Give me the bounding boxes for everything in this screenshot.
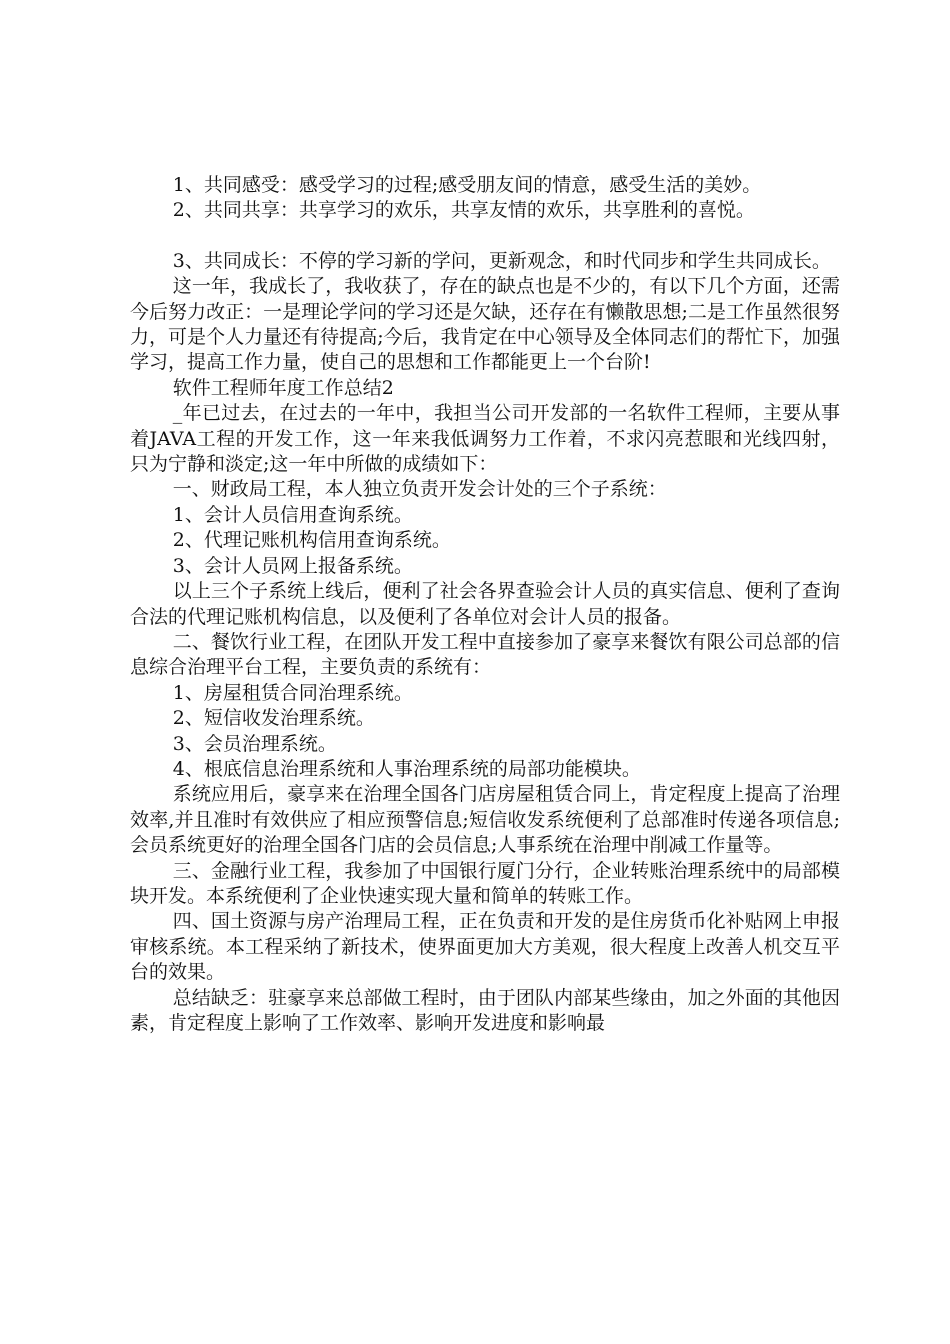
paragraph-finance-result: 以上三个子系统上线后，便利了社会各界查验会计人员的真实信息、便利了查询合法的代理记账机构信息，以及便利了各单位对会计人员的报备。 [130,580,840,628]
list-item: 3、会员治理系统。 [172,732,337,755]
paragraph-year-reflection: 这一年，我成长了，我收获了，存在的缺点也是不少的，有以下几个方面，还需今后努力改正：一是理论学问的学习还是欠缺，还存在有懒散思想;二是工作虽然很努力，可是个人力量还有待提高;今后，我肯定在中心领导及全体同志们的帮忙下，加强学习，提高工作力量，使自己的思想和工作都能更上一个台阶! [130,275,840,374]
paragraph-shared-joy: 2、共同共享：共享学习的欢乐，共享友情的欢乐，共享胜利的喜悦。 [172,199,755,222]
section-heading: 软件工程师年度工作总结2 [172,376,394,399]
paragraph-shortcomings: 总结缺乏：驻豪享来总部做工程时，由于团队内部某些缘由，加之外面的其他因素，肯定程度上影响了工作效率、影响开发进度和影响最 [130,986,840,1034]
list-heading-catering: 二、餐饮行业工程，在团队开发工程中直接参加了豪享来餐饮有限公司总部的信息综合治理平台工程，主要负责的系统有： [130,630,840,679]
list-item: 1、房屋租赁合同治理系统。 [172,681,413,704]
list-item: 2、短信收发治理系统。 [172,707,375,730]
list-item: 2、代理记账机构信用查询系统。 [172,529,451,552]
paragraph-shared-growth: 3、共同成长：不停的学习新的学问，更新观念，和时代同步和学生共同成长。 [172,249,831,272]
list-item: 4、根底信息治理系统和人事治理系统的局部功能模块。 [172,757,641,780]
paragraph-intro: _年已过去，在过去的一年中，我担当公司开发部的一名软件工程师，主要从事着JAVA工程的开发工作，这一年来我低调努力工作着，不求闪亮惹眼和光线四射，只为宁静和淡定;这一年中所做的成绩如下： [130,402,840,476]
list-heading-finance: 一、财政局工程，本人独立负责开发会计处的三个子系统： [172,478,667,501]
document-body [130,173,840,1036]
list-item: 3、会计人员网上报备系统。 [172,554,413,577]
paragraph-catering-result: 系统应用后，豪享来在治理全国各门店房屋租赁合同上，肯定程度上提高了治理效率,并且准时有效供应了相应预警信息;短信收发系统便利了总部准时传递各项信息;会员系统更好的治理全国各门店的会员信息;人事系统在治理中削减工作量等。 [130,783,840,857]
paragraph-shared-feelings: 1、共同感受：感受学习的过程;感受朋友间的情意，感受生活的美妙。 [172,174,762,196]
list-item: 1、会计人员信用查询系统。 [172,503,413,526]
paragraph-land-resources: 四、国土资源与房产治理局工程，正在负责和开发的是住房货币化补贴网上申报审核系统。本工程采纳了新技术，使界面更加大方美观，很大程度上改善人机交互平台的效果。 [130,910,840,984]
paragraph-banking: 三、金融行业工程，我参加了中国银行厦门分行，企业转账治理系统中的局部模块开发。本系统便利了企业快速实现大量和简单的转账工作。 [130,859,840,907]
